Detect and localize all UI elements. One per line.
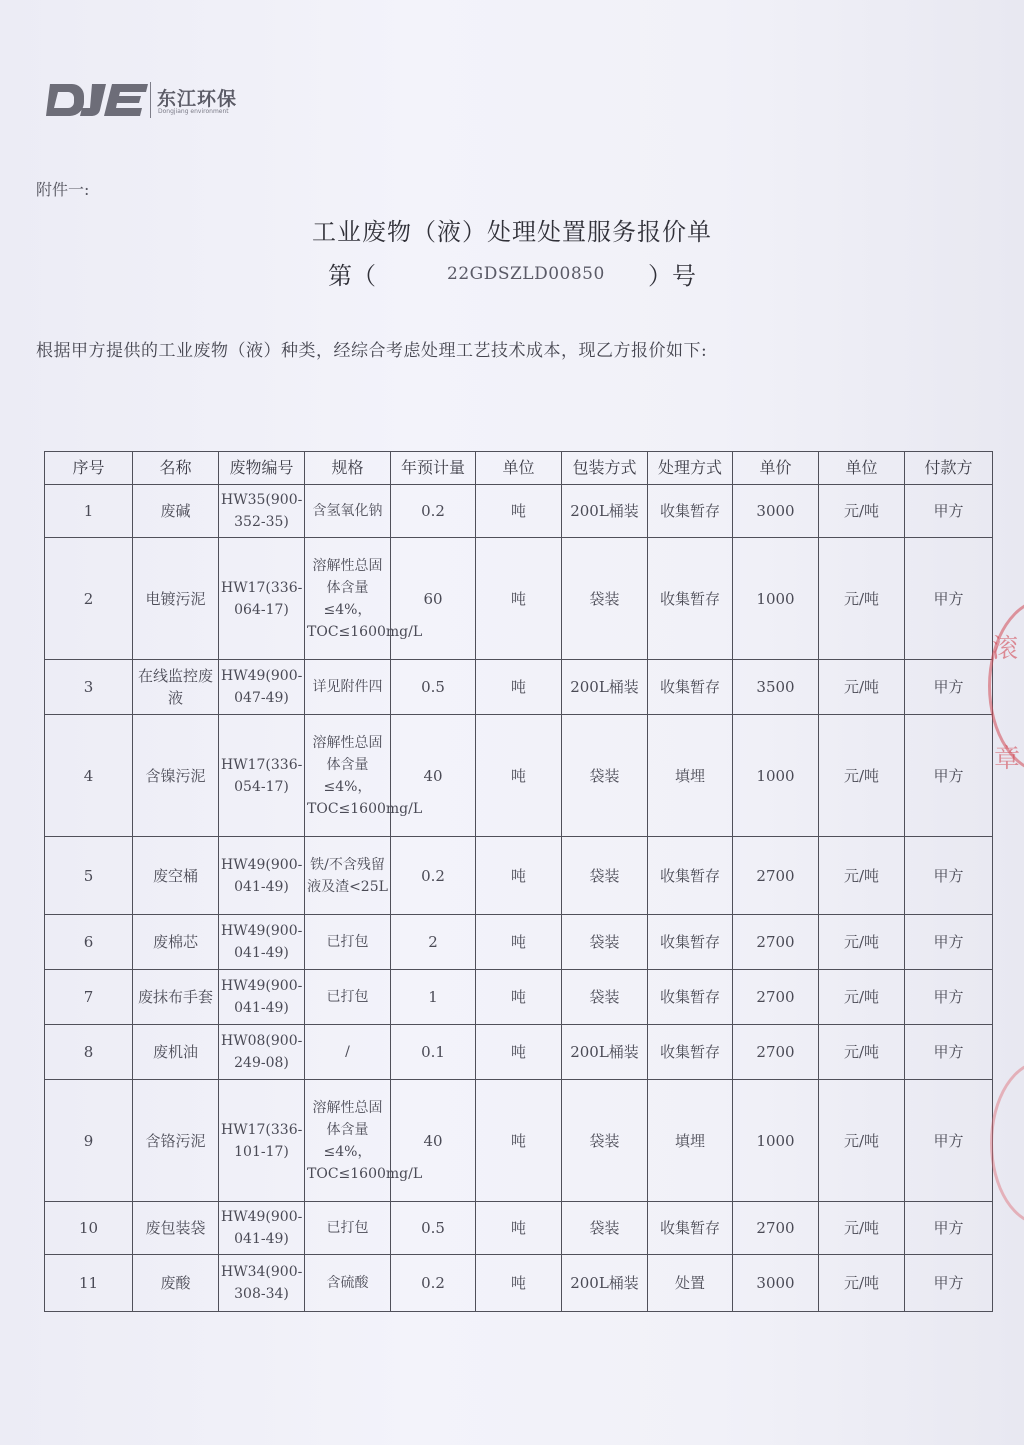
column-header: 规格 bbox=[305, 452, 391, 485]
table-cell: 甲方 bbox=[905, 538, 993, 660]
table-cell: 含铬污泥 bbox=[133, 1080, 219, 1202]
table-cell: 10 bbox=[45, 1202, 133, 1255]
table-cell: 含硫酸 bbox=[305, 1255, 391, 1312]
table-cell: 2700 bbox=[733, 1202, 819, 1255]
table-cell: 袋装 bbox=[562, 715, 648, 837]
table-cell: 5 bbox=[45, 837, 133, 915]
logo-chinese-name: 东江环保 bbox=[157, 88, 238, 110]
table-cell: 1000 bbox=[733, 1080, 819, 1202]
table-cell: 1 bbox=[45, 485, 133, 538]
table-cell: HW49(900-041-49) bbox=[219, 970, 305, 1025]
table-cell: 0.2 bbox=[391, 1255, 476, 1312]
column-header: 名称 bbox=[133, 452, 219, 485]
table-cell: 收集暂存 bbox=[648, 837, 733, 915]
table-row bbox=[45, 660, 993, 715]
table-cell: 处置 bbox=[648, 1255, 733, 1312]
logo-english-name: Dongjiang environment bbox=[158, 108, 229, 115]
table-cell: 甲方 bbox=[905, 1080, 993, 1202]
table-cell: HW49(900-047-49) bbox=[219, 660, 305, 715]
table-cell: 收集暂存 bbox=[648, 538, 733, 660]
table-cell: 40 bbox=[391, 1080, 476, 1202]
table-cell: 7 bbox=[45, 970, 133, 1025]
table-cell: 9 bbox=[45, 1080, 133, 1202]
table-row bbox=[45, 970, 993, 1025]
table-cell: HW49(900-041-49) bbox=[219, 915, 305, 970]
table-cell: 袋装 bbox=[562, 915, 648, 970]
table-cell: 填埋 bbox=[648, 715, 733, 837]
column-header: 包装方式 bbox=[562, 452, 648, 485]
table-cell: 已打包 bbox=[305, 915, 391, 970]
column-header: 付款方 bbox=[905, 452, 993, 485]
table-cell: 甲方 bbox=[905, 837, 993, 915]
table-cell: 溶解性总固体含量≤4%，TOC≤1600mg/L bbox=[305, 1080, 391, 1202]
table-cell: 废包装袋 bbox=[133, 1202, 219, 1255]
page-title: 工业废物（液）处理处置服务报价单 bbox=[312, 218, 712, 246]
table-cell: 甲方 bbox=[905, 485, 993, 538]
table-cell: 2700 bbox=[733, 837, 819, 915]
column-header: 年预计量 bbox=[391, 452, 476, 485]
table-cell: 袋装 bbox=[562, 1080, 648, 1202]
table-cell: 2700 bbox=[733, 1025, 819, 1080]
table-cell: 2700 bbox=[733, 915, 819, 970]
table-cell: 吨 bbox=[476, 1080, 562, 1202]
quote-table bbox=[44, 451, 993, 1312]
column-header: 单位 bbox=[476, 452, 562, 485]
attachment-label: 附件一: bbox=[36, 180, 90, 199]
seal-fragment-mid: 章 bbox=[994, 744, 1021, 774]
table-cell: 0.2 bbox=[391, 485, 476, 538]
table-cell: 甲方 bbox=[905, 1202, 993, 1255]
table-cell: 60 bbox=[391, 538, 476, 660]
table-cell: HW17(336-054-17) bbox=[219, 715, 305, 837]
table-cell: 收集暂存 bbox=[648, 660, 733, 715]
table-cell: 0.2 bbox=[391, 837, 476, 915]
dje-logo-mark-icon bbox=[42, 78, 152, 122]
table-cell: 袋装 bbox=[562, 1202, 648, 1255]
table-cell: HW34(900-308-34) bbox=[219, 1255, 305, 1312]
table-cell: 200L桶装 bbox=[562, 660, 648, 715]
table-cell: 吨 bbox=[476, 485, 562, 538]
table-cell: HW17(336-101-17) bbox=[219, 1080, 305, 1202]
table-row bbox=[45, 538, 993, 660]
table-cell: 详见附件四 bbox=[305, 660, 391, 715]
table-cell: 2 bbox=[391, 915, 476, 970]
table-cell: 废酸 bbox=[133, 1255, 219, 1312]
number-suffix: ）号 bbox=[648, 262, 696, 290]
table-cell: HW35(900-352-35) bbox=[219, 485, 305, 538]
table-cell: 溶解性总固体含量≤4%，TOC≤1600mg/L bbox=[305, 715, 391, 837]
number-prefix: 第（ bbox=[328, 262, 376, 290]
table-cell: 0.5 bbox=[391, 660, 476, 715]
table-cell: 甲方 bbox=[905, 660, 993, 715]
table-cell: 废抹布手套 bbox=[133, 970, 219, 1025]
table-cell: 吨 bbox=[476, 1202, 562, 1255]
table-cell: HW49(900-041-49) bbox=[219, 837, 305, 915]
table-cell: 吨 bbox=[476, 538, 562, 660]
table-cell: 11 bbox=[45, 1255, 133, 1312]
table-cell: 元/吨 bbox=[819, 1202, 905, 1255]
table-cell: 0.5 bbox=[391, 1202, 476, 1255]
table-cell: 甲方 bbox=[905, 915, 993, 970]
table-row bbox=[45, 715, 993, 837]
table-cell: 已打包 bbox=[305, 1202, 391, 1255]
table-cell: 元/吨 bbox=[819, 660, 905, 715]
table-cell: 1 bbox=[391, 970, 476, 1025]
table-cell: 0.1 bbox=[391, 1025, 476, 1080]
column-header: 单价 bbox=[733, 452, 819, 485]
table-cell: 1000 bbox=[733, 715, 819, 837]
seal-fragment-top: 滚 bbox=[992, 634, 1019, 664]
table-cell: HW17(336-064-17) bbox=[219, 538, 305, 660]
table-cell: 元/吨 bbox=[819, 1080, 905, 1202]
table-cell: 元/吨 bbox=[819, 538, 905, 660]
table-cell: 含镍污泥 bbox=[133, 715, 219, 837]
table-cell: 在线监控废液 bbox=[133, 660, 219, 715]
table-cell: 元/吨 bbox=[819, 1255, 905, 1312]
table-cell: HW08(900-249-08) bbox=[219, 1025, 305, 1080]
table-cell: 200L桶装 bbox=[562, 1025, 648, 1080]
table-cell: 收集暂存 bbox=[648, 1202, 733, 1255]
table-cell: 3500 bbox=[733, 660, 819, 715]
table-cell: 吨 bbox=[476, 1025, 562, 1080]
table-cell: 收集暂存 bbox=[648, 970, 733, 1025]
table-cell: 元/吨 bbox=[819, 915, 905, 970]
table-cell: 2700 bbox=[733, 970, 819, 1025]
table-cell: 已打包 bbox=[305, 970, 391, 1025]
table-cell: 收集暂存 bbox=[648, 915, 733, 970]
column-header: 单位 bbox=[819, 452, 905, 485]
column-header: 废物编号 bbox=[219, 452, 305, 485]
table-cell: 甲方 bbox=[905, 1025, 993, 1080]
table-cell: / bbox=[305, 1025, 391, 1080]
table-cell: 废空桶 bbox=[133, 837, 219, 915]
intro-paragraph: 根据甲方提供的工业废物（液）种类，经综合考虑处理工艺技术成本，现乙方报价如下: bbox=[36, 341, 708, 361]
table-cell: 3000 bbox=[733, 485, 819, 538]
table-cell: 袋装 bbox=[562, 970, 648, 1025]
table-cell: 袋装 bbox=[562, 538, 648, 660]
table-cell: 甲方 bbox=[905, 970, 993, 1025]
table-cell: 元/吨 bbox=[819, 837, 905, 915]
table-cell: 吨 bbox=[476, 837, 562, 915]
table-cell: 3 bbox=[45, 660, 133, 715]
table-cell: 吨 bbox=[476, 970, 562, 1025]
table-cell: 甲方 bbox=[905, 1255, 993, 1312]
table-cell: 元/吨 bbox=[819, 485, 905, 538]
table-row bbox=[45, 1202, 993, 1255]
quote-number: 22GDSZLD00850 bbox=[447, 264, 605, 284]
table-cell: 收集暂存 bbox=[648, 485, 733, 538]
table-cell: 电镀污泥 bbox=[133, 538, 219, 660]
column-header: 序号 bbox=[45, 452, 133, 485]
table-cell: 200L桶装 bbox=[562, 1255, 648, 1312]
table-cell: 溶解性总固体含量≤4%，TOC≤1600mg/L bbox=[305, 538, 391, 660]
table-cell: 4 bbox=[45, 715, 133, 837]
table-cell: 40 bbox=[391, 715, 476, 837]
table-cell: 1000 bbox=[733, 538, 819, 660]
table-cell: 200L桶装 bbox=[562, 485, 648, 538]
table-cell: 收集暂存 bbox=[648, 1025, 733, 1080]
table-cell: 元/吨 bbox=[819, 970, 905, 1025]
table-cell: 吨 bbox=[476, 660, 562, 715]
table-row bbox=[45, 915, 993, 970]
table-cell: 8 bbox=[45, 1025, 133, 1080]
table-row bbox=[45, 1080, 993, 1202]
table-cell: 元/吨 bbox=[819, 1025, 905, 1080]
table-cell: 铁/不含残留液及渣<25L bbox=[305, 837, 391, 915]
table-cell: 废棉芯 bbox=[133, 915, 219, 970]
table-cell: 吨 bbox=[476, 715, 562, 837]
table-row bbox=[45, 837, 993, 915]
table-cell: 含氢氧化钠 bbox=[305, 485, 391, 538]
table-cell: 袋装 bbox=[562, 837, 648, 915]
table-cell: 废机油 bbox=[133, 1025, 219, 1080]
table-cell: 3000 bbox=[733, 1255, 819, 1312]
table-cell: 吨 bbox=[476, 915, 562, 970]
table-cell: 6 bbox=[45, 915, 133, 970]
table-row bbox=[45, 485, 993, 538]
table-cell: 甲方 bbox=[905, 715, 993, 837]
table-header-row bbox=[45, 452, 993, 485]
table-cell: 吨 bbox=[476, 1255, 562, 1312]
table-row bbox=[45, 1025, 993, 1080]
table-cell: 元/吨 bbox=[819, 715, 905, 837]
table-cell: 填埋 bbox=[648, 1080, 733, 1202]
table-cell: HW49(900-041-49) bbox=[219, 1202, 305, 1255]
column-header: 处理方式 bbox=[648, 452, 733, 485]
table-cell: 废碱 bbox=[133, 485, 219, 538]
logo-divider bbox=[150, 82, 151, 118]
table-cell: 2 bbox=[45, 538, 133, 660]
table-row bbox=[45, 1255, 993, 1312]
